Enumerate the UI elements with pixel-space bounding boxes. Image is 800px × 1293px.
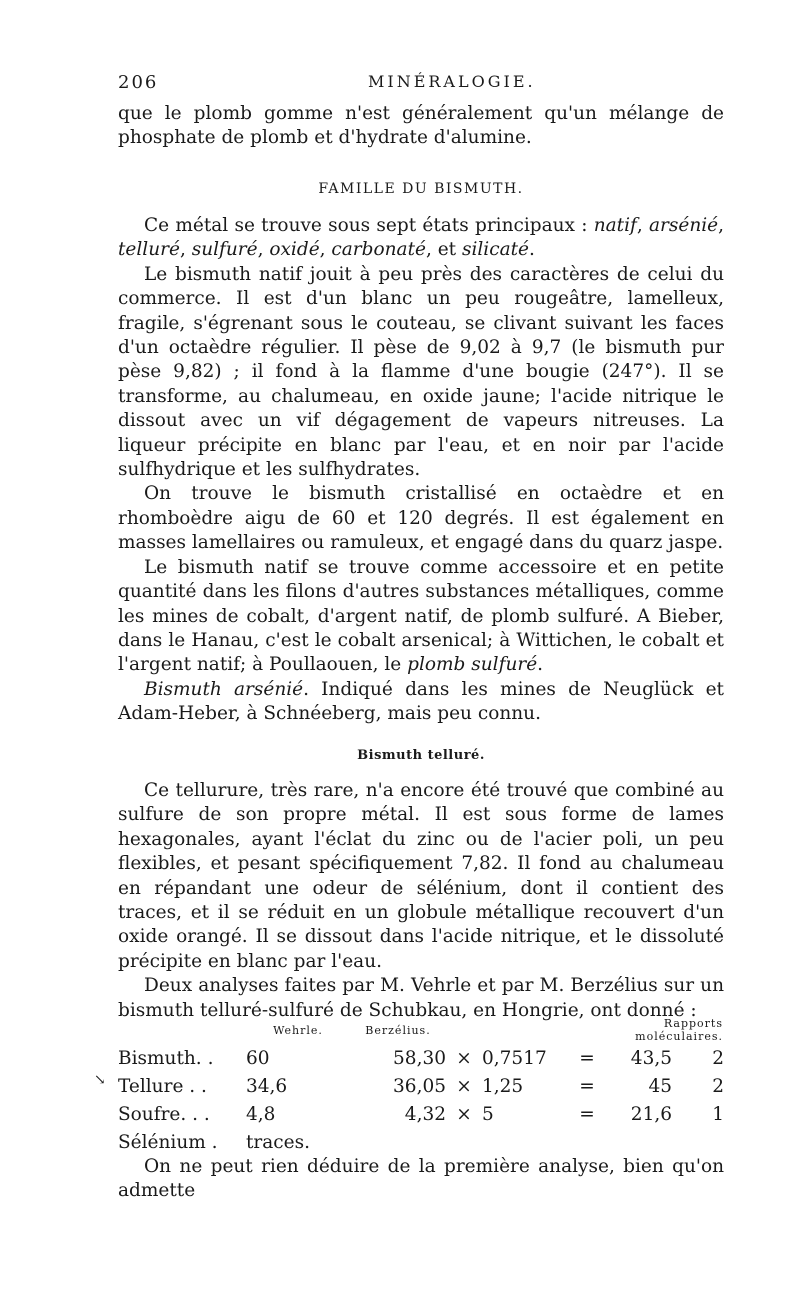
state-oxide: oxidé bbox=[269, 239, 320, 261]
state-arsenie: arsénié bbox=[649, 215, 719, 236]
intro-paragraph: que le plomb gomme n'est généralement qu'un mélange de phosphate de plomb et d'hydrate d'alumine. bbox=[118, 103, 724, 149]
analysis-header-row bbox=[118, 1016, 724, 1044]
col-berzelius: Berzélius. bbox=[365, 1023, 431, 1037]
states-paragraph: Ce métal se trouve sous sept états principaux : natif, arsénié, telluré, sulfuré, oxidé, carbonaté, et silicaté. bbox=[118, 215, 725, 261]
closing-block bbox=[118, 1155, 724, 1204]
intro-continuation bbox=[118, 102, 724, 151]
table-row: Tellure . . 34,6 36,05 × 1,25 = 45 2 bbox=[118, 1075, 724, 1097]
state-silicate: silicaté bbox=[461, 239, 530, 261]
margin-mark: ↘ bbox=[94, 1072, 106, 1088]
running-title: MINÉRALOGIE. bbox=[368, 72, 536, 91]
table-row: Soufre. . . 4,8 4,32 × 5 = 21,6 1 bbox=[118, 1103, 724, 1125]
native-bismuth-paragraph: Le bismuth natif jouit à peu près des caractères de celui du commerce. Il est d'un blanc un peu rougeâtre, lamelleux, fragile, s'égrenant sous le couteau, se clivant suivant les faces d'un octaèdre régulier. Il pèse de 9,02 à 9,7 (le bismuth pur pèse 9,82) ; il fond à la flamme d'une bougie (247°). Il se transforme, au chalumeau, en oxide jaune; l'acide nitrique le dissout avec un vif dégagement de vapeurs nitreuses. La liqueur précipite en blanc par l'eau, et en noir par l'acide sulfhydrique et les sulfhydrates. bbox=[118, 263, 724, 481]
page-header bbox=[118, 72, 724, 100]
table-row: Bismuth. . 60 58,30 × 0,7517 = 43,5 2 bbox=[118, 1047, 724, 1069]
col-rapports: Rapports moléculaires. bbox=[635, 1017, 723, 1043]
state-carbonate: carbonaté bbox=[331, 239, 426, 261]
arsenide-paragraph: Bismuth arsénié. Indiqué dans les mines de Neuglück et Adam-Heber, à Schnéeberg, mais peu connu. bbox=[118, 678, 724, 725]
occurrence-paragraph: Le bismuth natif se trouve comme accessoire et en petite quantité dans les filons d'autres substances métalliques, comme les mines de cobalt, d'argent natif, de plomb sulfuré. A Bieber, dans le Hanau, c'est le cobalt arsenical; à Wittichen, le cobalt et l'argent natif; à Poullaouen, le plomb sulfuré. bbox=[118, 556, 724, 676]
state-tellure: telluré bbox=[118, 239, 180, 261]
section-title: FAMILLE DU BISMUTH. bbox=[318, 181, 524, 197]
subsection-title: Bismuth telluré. bbox=[357, 748, 485, 763]
section-body bbox=[118, 214, 724, 727]
analyses-intro-paragraph: Deux analyses faites par M. Vehrle et par M. Berzélius sur un bismuth telluré-sulfuré de Schubkau, en Hongrie, ont donné : bbox=[118, 975, 724, 1021]
telluride-paragraph: Ce tellurure, très rare, n'a encore été trouvé que combiné au sulfure de son propre métal. Il est sous forme de lames hexagonales, ayant l'éclat du zinc ou de l'acier poli, un peu flexibles, et pesant spécifiquement 7,82. Il fond au chalumeau en répandant une odeur de sélénium, dont il contient des traces, et il se réduit en un globule métallique recouvert d'un oxide orangé. Il se dissout dans l'acide nitrique, et le dissoluté précipite en blanc par l'eau. bbox=[118, 780, 724, 972]
col-wehrle: Wehrle. bbox=[273, 1023, 323, 1037]
state-sulfure: sulfuré bbox=[191, 239, 258, 261]
crystallization-paragraph: On trouve le bismuth cristallisé en octaèdre et en rhomboèdre aigu de 60 et 120 degrés. Il est également en masses lamellaires ou ramuleux, et engagé dans du quarz jaspe. bbox=[118, 483, 724, 554]
closing-line: On ne peut rien déduire de la première analyse, bien qu'on admette bbox=[118, 1156, 724, 1202]
table-row: Sélénium . traces. bbox=[118, 1131, 310, 1153]
state-natif: natif bbox=[593, 215, 637, 236]
subsection-body bbox=[118, 779, 724, 1023]
page-number: 206 bbox=[118, 72, 159, 93]
analysis-table bbox=[118, 1016, 724, 1156]
